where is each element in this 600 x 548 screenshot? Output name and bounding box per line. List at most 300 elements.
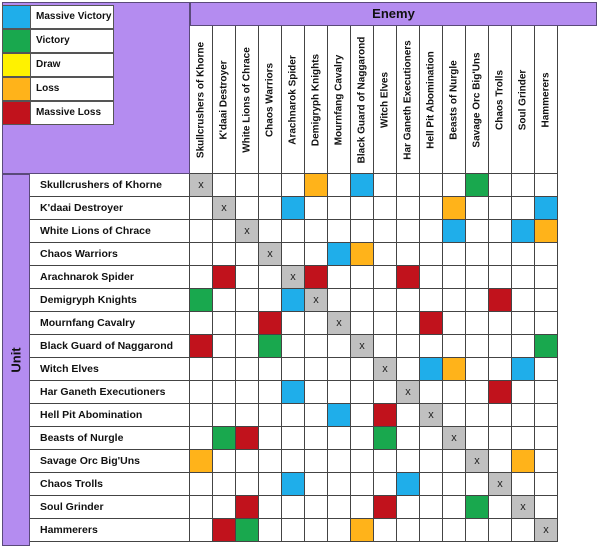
result-cell (512, 358, 535, 381)
empty-cell (443, 266, 466, 289)
empty-cell (236, 381, 259, 404)
row-header: Witch Elves (30, 358, 190, 381)
column-header (512, 26, 535, 174)
empty-cell (259, 174, 282, 197)
empty-cell (305, 473, 328, 496)
empty-cell (213, 243, 236, 266)
empty-cell (351, 197, 374, 220)
empty-cell (328, 473, 351, 496)
column-header (213, 26, 236, 174)
row-header: Demigryph Knights (30, 289, 190, 312)
column-header-label: Skullcrushers of Khorne (195, 41, 207, 158)
row-header: Skullcrushers of Khorne (30, 174, 190, 197)
empty-cell (443, 519, 466, 542)
empty-cell (328, 266, 351, 289)
row-header: Arachnarok Spider (30, 266, 190, 289)
matchup-grid (190, 174, 597, 546)
result-cell (535, 220, 558, 243)
empty-cell (512, 174, 535, 197)
self-matchup-cell: x (420, 404, 443, 427)
column-header-label: Soul Grinder (517, 69, 529, 130)
empty-cell (351, 427, 374, 450)
empty-cell (305, 496, 328, 519)
empty-cell (374, 289, 397, 312)
empty-cell (489, 450, 512, 473)
empty-cell (535, 450, 558, 473)
result-cell (397, 473, 420, 496)
legend-label: Loss (36, 83, 60, 94)
column-header (489, 26, 512, 174)
empty-cell (489, 335, 512, 358)
result-cell (397, 266, 420, 289)
empty-cell (489, 312, 512, 335)
empty-cell (282, 174, 305, 197)
empty-cell (397, 450, 420, 473)
self-matchup-cell: x (489, 473, 512, 496)
empty-cell (443, 335, 466, 358)
empty-cell (512, 289, 535, 312)
empty-cell (213, 312, 236, 335)
self-matchup-cell: x (512, 496, 535, 519)
empty-cell (351, 312, 374, 335)
legend-item (2, 101, 114, 125)
empty-cell (512, 312, 535, 335)
column-header-label: White Lions of Chrace (241, 46, 253, 153)
empty-cell (374, 519, 397, 542)
empty-cell (420, 519, 443, 542)
result-cell (535, 335, 558, 358)
empty-cell (489, 519, 512, 542)
self-matchup-cell: x (466, 450, 489, 473)
empty-cell (236, 473, 259, 496)
empty-cell (351, 220, 374, 243)
empty-cell (259, 197, 282, 220)
empty-cell (190, 427, 213, 450)
empty-cell (420, 243, 443, 266)
empty-cell (282, 335, 305, 358)
result-cell (213, 266, 236, 289)
self-matchup-cell: x (328, 312, 351, 335)
result-cell (213, 519, 236, 542)
result-cell (328, 404, 351, 427)
empty-cell (397, 312, 420, 335)
empty-cell (489, 358, 512, 381)
result-cell (305, 266, 328, 289)
empty-cell (236, 266, 259, 289)
empty-cell (328, 450, 351, 473)
result-cell (305, 174, 328, 197)
empty-cell (259, 519, 282, 542)
empty-cell (420, 427, 443, 450)
column-header-label: Hammerers (540, 71, 552, 128)
empty-cell (190, 197, 213, 220)
empty-cell (374, 473, 397, 496)
empty-cell (328, 174, 351, 197)
empty-cell (236, 289, 259, 312)
legend-label: Draw (36, 59, 61, 70)
self-matchup-cell: x (535, 519, 558, 542)
empty-cell (489, 266, 512, 289)
self-matchup-cell: x (236, 220, 259, 243)
result-cell (351, 519, 374, 542)
empty-cell (466, 519, 489, 542)
empty-cell (420, 266, 443, 289)
empty-cell (374, 335, 397, 358)
empty-cell (213, 450, 236, 473)
row-header: Hell Pit Abomination (30, 404, 190, 427)
empty-cell (512, 381, 535, 404)
row-header: Black Guard of Naggarond (30, 335, 190, 358)
column-header-label: Savage Orc Big'Uns (471, 51, 483, 148)
empty-cell (397, 335, 420, 358)
legend-item (2, 29, 114, 53)
empty-cell (213, 174, 236, 197)
empty-cell (489, 220, 512, 243)
legend-swatch (3, 54, 31, 76)
empty-cell (305, 450, 328, 473)
empty-cell (190, 473, 213, 496)
row-header: Chaos Trolls (30, 473, 190, 496)
empty-cell (305, 312, 328, 335)
empty-cell (259, 220, 282, 243)
legend-swatch (3, 6, 31, 28)
self-matchup-cell: x (213, 197, 236, 220)
legend-swatch (3, 78, 31, 100)
empty-cell (466, 335, 489, 358)
result-cell (374, 427, 397, 450)
empty-cell (374, 381, 397, 404)
row-headers (30, 174, 190, 546)
column-header (282, 26, 305, 174)
empty-cell (305, 381, 328, 404)
empty-cell (512, 266, 535, 289)
empty-cell (190, 404, 213, 427)
empty-cell (489, 404, 512, 427)
self-matchup-cell: x (374, 358, 397, 381)
empty-cell (512, 473, 535, 496)
enemy-title: Enemy (372, 6, 415, 21)
empty-cell (259, 450, 282, 473)
column-header-label: Arachnarok Spider (287, 54, 299, 145)
empty-cell (213, 473, 236, 496)
empty-cell (190, 496, 213, 519)
empty-cell (443, 473, 466, 496)
row-header: Beasts of Nurgle (30, 427, 190, 450)
column-header (535, 26, 558, 174)
empty-cell (512, 335, 535, 358)
result-cell (282, 289, 305, 312)
empty-cell (466, 266, 489, 289)
empty-cell (282, 496, 305, 519)
empty-cell (236, 174, 259, 197)
empty-cell (190, 381, 213, 404)
result-cell (236, 427, 259, 450)
column-header (190, 26, 213, 174)
empty-cell (305, 358, 328, 381)
result-cell (420, 312, 443, 335)
empty-cell (190, 243, 213, 266)
empty-cell (443, 450, 466, 473)
empty-cell (397, 289, 420, 312)
empty-cell (466, 381, 489, 404)
empty-cell (374, 243, 397, 266)
empty-cell (259, 427, 282, 450)
column-header-label: Har Ganeth Executioners (402, 39, 414, 160)
row-header: Savage Orc Big'Uns (30, 450, 190, 473)
empty-cell (190, 358, 213, 381)
empty-cell (397, 174, 420, 197)
empty-cell (443, 496, 466, 519)
legend-item (2, 77, 114, 101)
legend (2, 5, 114, 126)
empty-cell (328, 289, 351, 312)
self-matchup-cell: x (305, 289, 328, 312)
empty-cell (305, 427, 328, 450)
column-header (374, 26, 397, 174)
empty-cell (328, 427, 351, 450)
empty-cell (512, 404, 535, 427)
empty-cell (420, 220, 443, 243)
empty-cell (282, 312, 305, 335)
result-cell (328, 243, 351, 266)
empty-cell (213, 289, 236, 312)
empty-cell (466, 289, 489, 312)
result-cell (259, 312, 282, 335)
result-cell (443, 220, 466, 243)
empty-cell (328, 358, 351, 381)
result-cell (190, 289, 213, 312)
legend-label: Victory (36, 35, 70, 46)
column-header-label: Chaos Warriors (264, 62, 276, 137)
empty-cell (213, 496, 236, 519)
empty-cell (397, 404, 420, 427)
empty-cell (282, 427, 305, 450)
empty-cell (397, 220, 420, 243)
empty-cell (305, 220, 328, 243)
column-header (420, 26, 443, 174)
unit-title: Unit (8, 347, 24, 373)
unit-header-band (2, 174, 30, 546)
empty-cell (374, 266, 397, 289)
empty-cell (213, 404, 236, 427)
empty-cell (466, 197, 489, 220)
empty-cell (466, 312, 489, 335)
self-matchup-cell: x (259, 243, 282, 266)
empty-cell (351, 496, 374, 519)
empty-cell (282, 220, 305, 243)
empty-cell (328, 519, 351, 542)
result-cell (282, 473, 305, 496)
column-header-label: K'daai Destroyer (218, 59, 230, 140)
empty-cell (305, 197, 328, 220)
empty-cell (190, 220, 213, 243)
empty-cell (374, 220, 397, 243)
empty-cell (328, 220, 351, 243)
empty-cell (397, 358, 420, 381)
row-header: Soul Grinder (30, 496, 190, 519)
column-header-label: Black Guard of Naggarond (356, 36, 368, 163)
empty-cell (236, 358, 259, 381)
legend-swatch (3, 102, 31, 124)
empty-cell (236, 197, 259, 220)
empty-cell (443, 404, 466, 427)
result-cell (512, 450, 535, 473)
empty-cell (466, 243, 489, 266)
empty-cell (489, 197, 512, 220)
empty-cell (466, 358, 489, 381)
legend-item (2, 53, 114, 77)
empty-cell (259, 404, 282, 427)
empty-cell (328, 335, 351, 358)
result-cell (236, 496, 259, 519)
empty-cell (443, 289, 466, 312)
result-cell (236, 519, 259, 542)
result-cell (466, 174, 489, 197)
column-header-label: Beasts of Nurgle (448, 59, 460, 140)
empty-cell (282, 450, 305, 473)
empty-cell (213, 335, 236, 358)
self-matchup-cell: x (282, 266, 305, 289)
empty-cell (305, 243, 328, 266)
empty-cell (282, 358, 305, 381)
result-cell (489, 381, 512, 404)
empty-cell (190, 266, 213, 289)
result-cell (489, 289, 512, 312)
row-header: Mournfang Cavalry (30, 312, 190, 335)
result-cell (535, 197, 558, 220)
empty-cell (420, 289, 443, 312)
empty-cell (535, 381, 558, 404)
empty-cell (489, 496, 512, 519)
empty-cell (351, 473, 374, 496)
column-header (397, 26, 420, 174)
empty-cell (420, 473, 443, 496)
empty-cell (466, 220, 489, 243)
empty-cell (190, 312, 213, 335)
enemy-header-band (190, 2, 597, 26)
result-cell (420, 358, 443, 381)
empty-cell (443, 243, 466, 266)
empty-cell (535, 358, 558, 381)
empty-cell (535, 243, 558, 266)
row-header: Chaos Warriors (30, 243, 190, 266)
column-header-label: Chaos Trolls (494, 69, 506, 130)
empty-cell (489, 243, 512, 266)
empty-cell (328, 197, 351, 220)
empty-cell (351, 450, 374, 473)
empty-cell (535, 312, 558, 335)
empty-cell (351, 381, 374, 404)
empty-cell (535, 404, 558, 427)
self-matchup-cell: x (351, 335, 374, 358)
empty-cell (397, 519, 420, 542)
empty-cell (535, 427, 558, 450)
row-header: White Lions of Chrace (30, 220, 190, 243)
empty-cell (489, 174, 512, 197)
result-cell (351, 174, 374, 197)
empty-cell (374, 450, 397, 473)
empty-cell (374, 312, 397, 335)
legend-item (2, 5, 114, 29)
empty-cell (351, 358, 374, 381)
empty-cell (282, 404, 305, 427)
empty-cell (466, 404, 489, 427)
empty-cell (282, 519, 305, 542)
empty-cell (443, 381, 466, 404)
empty-cell (236, 312, 259, 335)
empty-cell (374, 197, 397, 220)
empty-cell (236, 335, 259, 358)
result-cell (190, 450, 213, 473)
empty-cell (420, 197, 443, 220)
empty-cell (443, 174, 466, 197)
empty-cell (259, 473, 282, 496)
empty-cell (535, 266, 558, 289)
empty-cell (259, 381, 282, 404)
column-header (328, 26, 351, 174)
empty-cell (213, 381, 236, 404)
empty-cell (466, 473, 489, 496)
result-cell (374, 404, 397, 427)
result-cell (443, 197, 466, 220)
empty-cell (466, 427, 489, 450)
column-header-label: Hell Pit Abomination (425, 50, 437, 149)
row-header: K'daai Destroyer (30, 197, 190, 220)
result-cell (374, 496, 397, 519)
empty-cell (535, 174, 558, 197)
empty-cell (236, 243, 259, 266)
column-header-label: Witch Elves (379, 71, 391, 128)
empty-cell (443, 312, 466, 335)
empty-cell (351, 266, 374, 289)
self-matchup-cell: x (443, 427, 466, 450)
empty-cell (305, 519, 328, 542)
self-matchup-cell: x (397, 381, 420, 404)
empty-cell (420, 450, 443, 473)
result-cell (282, 197, 305, 220)
column-header (236, 26, 259, 174)
empty-cell (259, 266, 282, 289)
empty-cell (259, 289, 282, 312)
empty-cell (512, 427, 535, 450)
empty-cell (420, 335, 443, 358)
row-header: Hammerers (30, 519, 190, 542)
empty-cell (489, 427, 512, 450)
result-cell (443, 358, 466, 381)
empty-cell (328, 381, 351, 404)
result-cell (259, 335, 282, 358)
empty-cell (213, 220, 236, 243)
empty-cell (512, 197, 535, 220)
result-cell (282, 381, 305, 404)
empty-cell (397, 243, 420, 266)
empty-cell (397, 427, 420, 450)
empty-cell (420, 174, 443, 197)
empty-cell (305, 404, 328, 427)
result-cell (351, 243, 374, 266)
result-cell (190, 335, 213, 358)
column-header-label: Demigryph Knights (310, 53, 322, 146)
legend-label: Massive Loss (36, 107, 102, 118)
legend-label: Massive Victory (36, 11, 112, 22)
empty-cell (397, 496, 420, 519)
empty-cell (236, 450, 259, 473)
empty-cell (282, 243, 305, 266)
empty-cell (259, 496, 282, 519)
empty-cell (535, 496, 558, 519)
empty-cell (236, 404, 259, 427)
column-header (305, 26, 328, 174)
